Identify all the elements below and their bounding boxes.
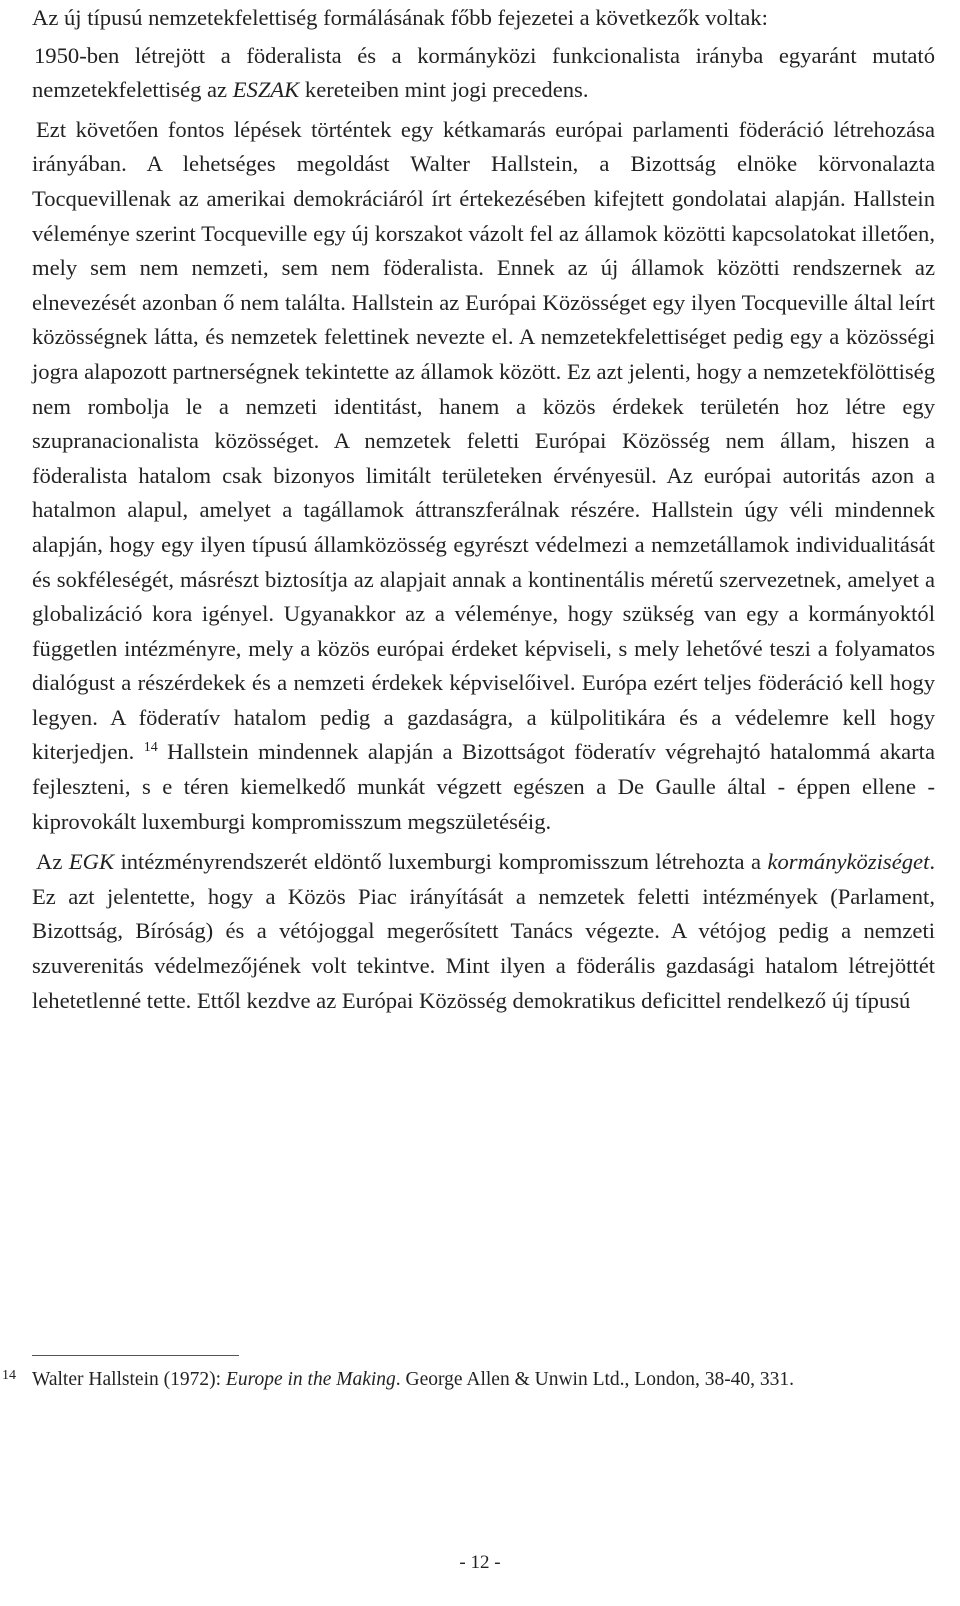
page-number: - 12 - (459, 1552, 501, 1573)
footnote-text-a: Walter Hallstein (1972): (32, 1369, 226, 1390)
footnote-number: 14 (2, 1368, 16, 1383)
paragraph-hallstein-text-a: Ezt követően fontos lépések történtek egy kétkamarás európai parlamenti föderáció létrehozása irányában. A lehetséges megoldást Walter Hallstein, a Bizottság elnöke körvonalazta Tocquevillenak az amerikai demokráciáról írt értekezésében kifejtett gondolatai alapján. Hallstein véleménye szerint Tocqueville egy új korszakot vázolt fel az államok közötti kapcsolatokat illetően, mely sem nem nemzeti, sem nem föderalista. Ennek az új államok közötti rendszernek az elnevezését azonban ő nem találta. Hallstein az Európai Közösséget egy ilyen Tocqueville által leírt közösségnek látta, és nemzetek felettinek nevezte el. A nemzetekfelettiséget pedig egy a közösségi jogra alapozott partnerségnek tekintette az államok között. Ez azt jelenti, hogy a nemzetekfölöttiség nem rombolja le a nemzeti identitást, hanem a közös érdekek területén hoz létre egy szupranacionalista közösséget. A nemzetek feletti Európai Közösség nem állam, hiszen a föderalista hatalom csak bizonyos limitált területeken érvényesül. Az európai autoritás azon a hatalmon alapul, amelyet a tagállamok áttranszferálnak részére. Hallstein úgy véli mindennek alapján, hogy egy ilyen típusú államközösség egyrészt védelmezi a nemzetállamok individualitását és sokféleségét, másrészt biztosítja az alapjait annak a kontinentális méretű szervezetnek, amelyet a globalizáció kora igényel. Ugyanakkor az a véleménye, hogy szükség van egy a kormányoktól független intézményre, mely a közös európai érdeket képviseli, s mely lehetővé teszi a folyamatos dialógust a részérdekek és a nemzeti érdekek képviselőivel. Európa ezért teljes föderáció kell hogy legyen. A föderatív hatalom pedig a gazdaságra, a külpolitikára és a védelemre kell hogy kiterjedjen. (32, 116, 935, 765)
footnote-text-b: . George Allen & Unwin Ltd., London, 38-40, 331. (395, 1369, 795, 1390)
kormanykoziseg-emphasis: kormányköziséget (767, 849, 930, 875)
paragraph-hallstein-text-b: Hallstein mindennek alapján a Bizottságot föderatív végrehajtó hatalommá akarta fejleszteni, s e téren kiemelkedő munkát végzett egészen a De Gaulle által - éppen ellene - kiprovokált luxemburgi kompromisszum megszületéséig. (32, 739, 935, 834)
footnote-divider (32, 1355, 239, 1356)
egk-emphasis: EGK (68, 849, 115, 875)
footnote (2, 1366, 935, 1393)
paragraph-intro-text: Az új típusú nemzetekfelettiség formálásának főbb fejezetei a következők voltak: (32, 5, 768, 30)
eszak-emphasis: ESZAK (232, 77, 300, 103)
paragraph-intro (32, 0, 935, 36)
paragraph-eszak (32, 39, 935, 108)
footnote-book-title: Europe in the Making (225, 1369, 396, 1390)
footnote-text (32, 1366, 935, 1393)
footnote-reference[interactable]: 14 (143, 740, 158, 756)
document-page (2, 0, 935, 1390)
paragraph-egk (32, 845, 935, 1018)
paragraph-egk-text-b: intézményrendszerét eldöntő luxemburgi kompromisszum létrehozta a (114, 849, 768, 875)
paragraph-egk-text-c: . Ez azt jelentette, hogy a Közös Piac irányítását a nemzetek feletti intézmények (Parlament, Bizottság, Bíróság) és a vétójoggal megerősített Tanács végezte. A vétójog pedig a nemzeti szuverenitás védelmezőjének volt tekintve. Mint ilyen a föderális gazdasági hatalom létrejöttét lehetetlenné tette. Ettől kezdve az Európai Közösség demokratikus deficittel rendelkező új típusú (32, 849, 935, 1013)
paragraph-hallstein (32, 113, 935, 839)
paragraph-egk-text-a: Az (36, 849, 69, 875)
paragraph-eszak-text-a: 1950-ben létrejött a föderalista és a kormányközi funkcionalista irányba egyaránt mutató nemzetekfelettiség az (32, 42, 935, 103)
paragraph-eszak-text-b: kereteiben mint jogi precedens. (299, 77, 589, 103)
